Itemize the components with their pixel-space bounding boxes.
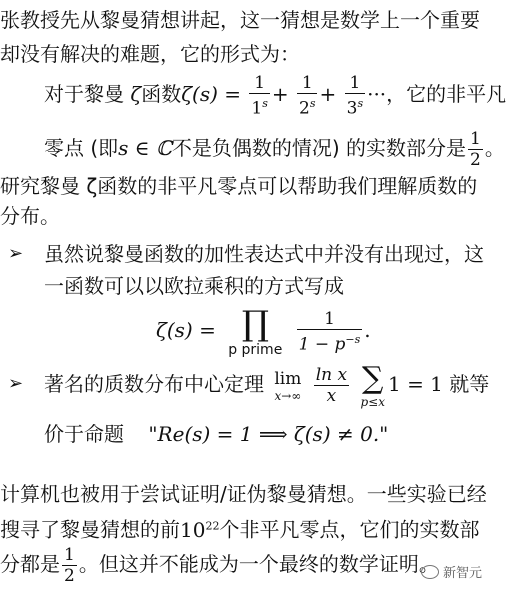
power-ten: $10^{22}$: [180, 517, 220, 542]
wechat-icon: [421, 565, 439, 579]
p2-line2: 搜寻了黎曼猜想的前$10^{22}$个非平凡零点，它们的实数部: [0, 517, 480, 542]
formula-lhs: ζ(s) =: [181, 82, 242, 106]
s-in-C: s ∈ ℂ: [118, 136, 172, 160]
p1-line5: 研究黎曼 ζ函数的非平凡零点可以帮助我们理解质数的: [0, 174, 478, 198]
euler-frac: $\frac{1}{1 - p^{-s}}$: [298, 308, 361, 355]
b1-line1: 虽然说黎曼函数的加性表达式中并没有出现过，这: [44, 242, 484, 266]
p1-line4: 零点 (即s ∈ ℂ不是负偶数的情况) 的实数部分是 $\frac{1}{2}$ 。: [44, 129, 505, 170]
plus-1: +: [271, 82, 289, 106]
watermark: [421, 562, 482, 581]
zeta-fn-label: 函数: [141, 82, 182, 106]
p1-line2: 却没有解决的难题，它的形式为：: [0, 42, 300, 66]
euler-lhs: ζ(s) =: [156, 318, 216, 342]
formula-suffix: ，它的非平凡: [386, 82, 506, 106]
dots: ···: [367, 82, 387, 106]
half-frac-2: $\frac{1}{2}$: [64, 545, 75, 586]
product-operator: ∏ p prime: [228, 303, 283, 358]
lnx-over-x: $\frac{\text{ln x}}{x}$: [315, 365, 348, 406]
half-frac: $\frac{1}{2}$: [470, 129, 481, 170]
b2-line2: 价于命题 "Re(s) = 1 ⟹ ζ(s) ≠ 0.": [44, 422, 389, 446]
plus-2: +: [319, 82, 337, 106]
p1-line6: 分布。: [0, 204, 60, 228]
zeta-symbol: ζ: [130, 82, 142, 106]
bullet-arrow-1: ➢: [8, 243, 24, 264]
p1-line1: 张教授先从黎曼猜想讲起，这一猜想是数学上一个重要: [0, 8, 480, 32]
p2-line1: 计算机也被用于尝试证明/证伪黎曼猜想。一些实验已经: [0, 482, 487, 506]
p2-line3: 分都是 $\frac{1}{2}$ 。但这并不能成为一个最终的数学证明。: [0, 545, 439, 586]
sum-operator: ∑ p≤x: [360, 360, 385, 409]
watermark-text: 新智元: [442, 566, 482, 581]
bullet-arrow-2: ➢: [8, 373, 24, 394]
formula-prefix: 对于黎曼: [44, 82, 124, 106]
b2-line1: 著名的质数分布中心定理 lim x→∞ $\frac{\text{ln x}}{x}$ ∑ p≤x 1 = 1 就等: [44, 360, 490, 409]
frac-1: $\frac{1}{1^s}$: [251, 72, 268, 119]
limit-operator: lim x→∞: [274, 368, 302, 403]
p1-formula-line: [44, 70, 506, 118]
euler-product: ζ(s) = ∏ p prime $\frac{1}{1 - p^{-s}}$ .: [156, 303, 371, 358]
proposition: "Re(s) = 1 ⟹ ζ(s) ≠ 0.": [148, 422, 389, 446]
frac-2: $\frac{1}{2^s}$: [299, 72, 316, 119]
b1-line2: 一函数可以以欧拉乘积的方式写成: [44, 274, 344, 298]
frac-3: $\frac{1}{3^s}$: [346, 72, 364, 119]
